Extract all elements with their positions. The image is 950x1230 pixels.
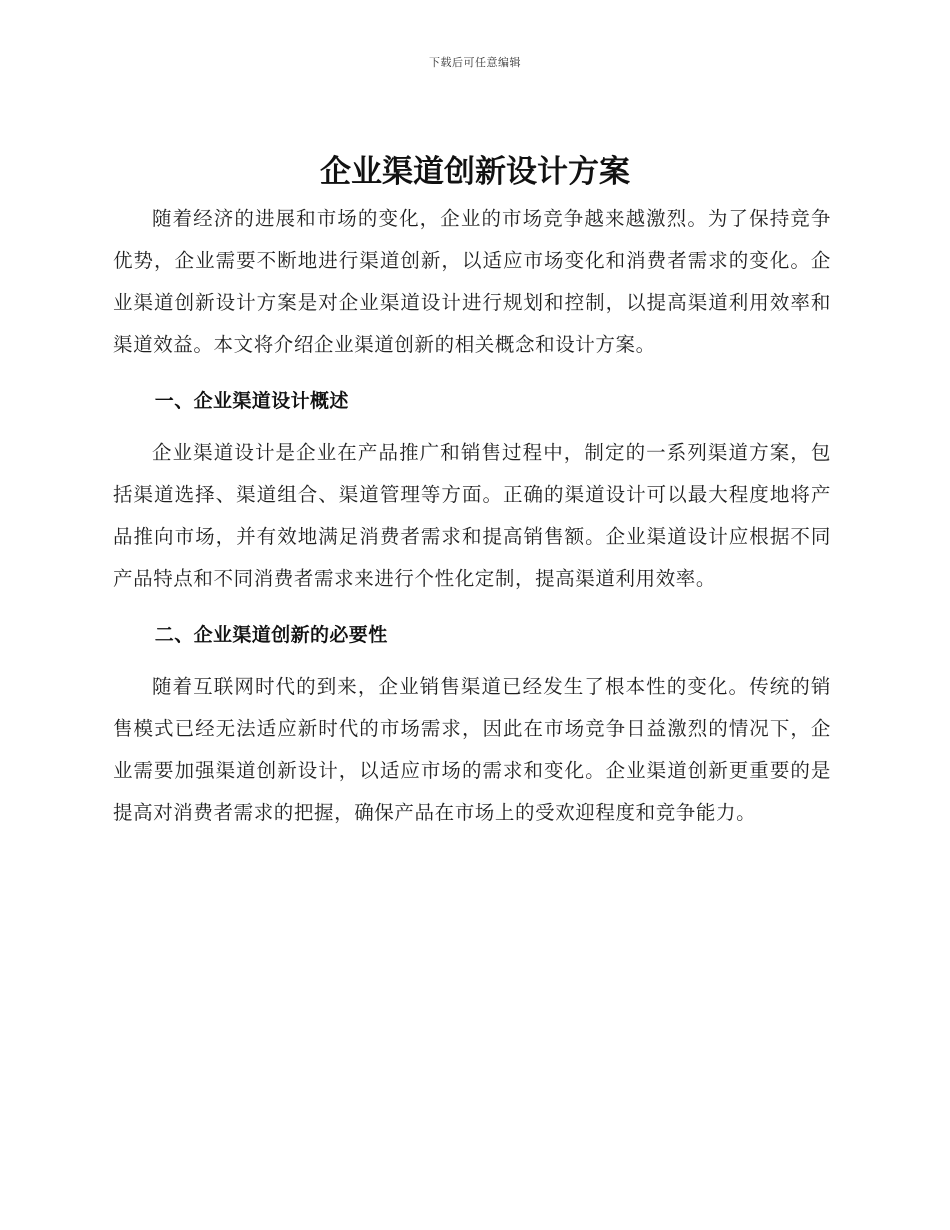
document-body — [113, 198, 831, 834]
section-heading-necessity: 二、企业渠道创新的必要性 — [154, 624, 388, 646]
intro-paragraph: 随着经济的进展和市场的变化，企业的市场竞争越来越激烈。为了保持竞争优势，企业需要不断地进行渠道创新，以适应市场变化和消费者需求的变化。企业渠道创新设计方案是对企业渠道设计进行规划和控制，以提高渠道利用效率和渠道效益。本文将介绍企业渠道创新的相关概念和设计方案。 — [113, 207, 831, 356]
section-body-overview: 企业渠道设计是企业在产品推广和销售过程中，制定的一系列渠道方案，包括渠道选择、渠道组合、渠道管理等方面。正确的渠道设计可以最大程度地将产品推向市场，并有效地满足消费者需求和提高销售额。企业渠道设计应根据不同产品特点和不同消费者需求来进行个性化定制，提高渠道利用效率。 — [113, 441, 831, 590]
header-note: 下载后可任意编辑 — [429, 56, 521, 69]
document-title: 企业渠道创新设计方案 — [320, 154, 630, 190]
section-body-necessity: 随着互联网时代的到来，企业销售渠道已经发生了根本性的变化。传统的销售模式已经无法适应新时代的市场需求，因此在市场竞争日益激烈的情况下，企业需要加强渠道创新设计，以适应市场的需求和变化。企业渠道创新更重要的是提高对消费者需求的把握，确保产品在市场上的受欢迎程度和竞争能力。 — [113, 675, 831, 824]
section-heading-overview: 一、企业渠道设计概述 — [154, 390, 349, 412]
